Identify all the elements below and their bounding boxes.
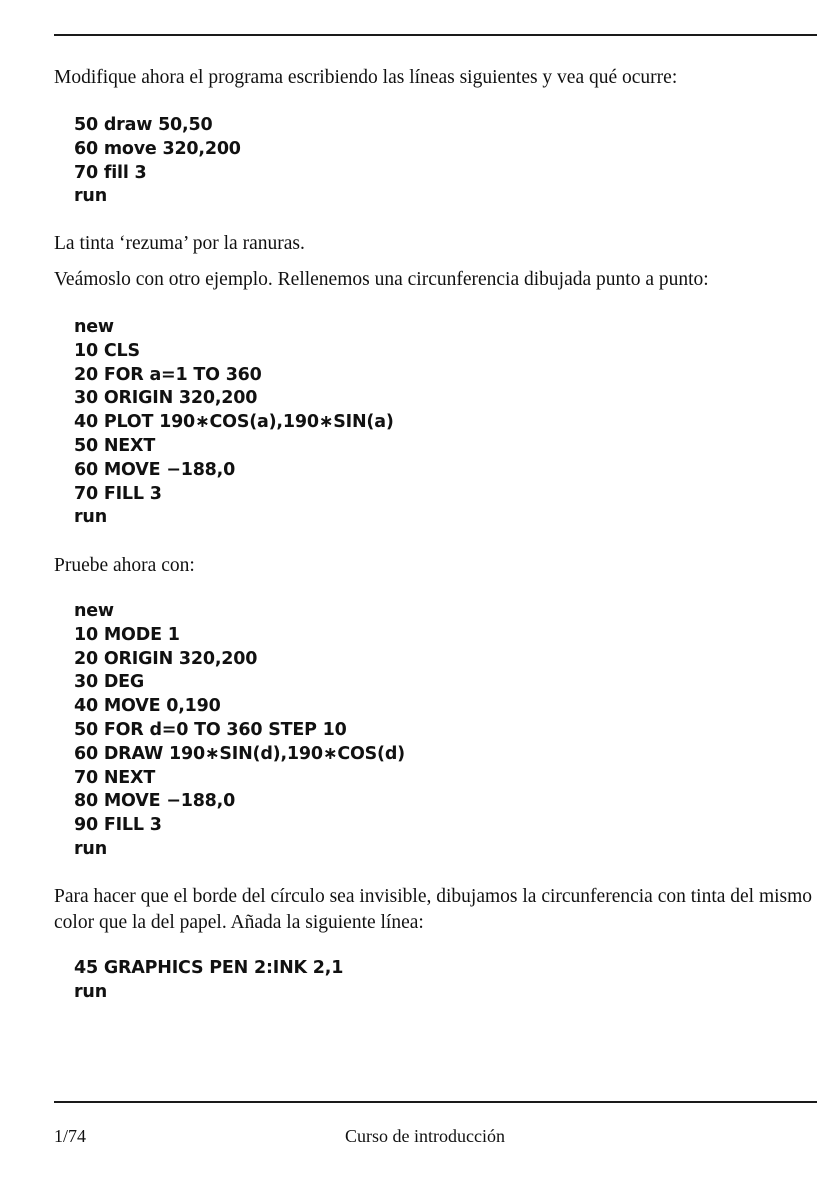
code-line: 10 MODE 1 xyxy=(74,624,180,645)
paragraph-modify-program: Modifique ahora el programa escribiendo las líneas siguientes y vea qué ocurre: xyxy=(54,67,678,88)
footer-title: Curso de introducción xyxy=(345,1126,505,1146)
code-line: 60 MOVE −188,0 xyxy=(74,459,236,480)
code-block-plot-circle xyxy=(74,316,394,530)
code-line: new xyxy=(74,601,114,621)
code-line: 20 FOR a=1 TO 360 xyxy=(74,364,262,385)
code-line: 40 PLOT 190∗COS(a),190∗SIN(a) xyxy=(74,412,394,433)
code-line: run xyxy=(74,186,107,207)
code-block-graphics-pen xyxy=(74,957,343,1005)
code-line: 50 FOR d=0 TO 360 STEP 10 xyxy=(74,719,347,740)
code-line: new xyxy=(74,317,114,337)
code-line: 30 DEG xyxy=(74,672,145,693)
code-line: run xyxy=(74,838,107,859)
code-line: 70 NEXT xyxy=(74,767,156,788)
code-line: 40 MOVE 0,190 xyxy=(74,696,221,717)
paragraph-invisible-border: Para hacer que el borde del círculo sea invisible, dibujamos la circunferencia con tinta del mismo color que la del papel. Añada la siguiente línea: xyxy=(54,886,813,933)
code-line: 90 FILL 3 xyxy=(74,815,162,836)
code-line: 50 NEXT xyxy=(74,435,156,456)
code-block-draw-fill xyxy=(74,114,241,209)
paragraph-ink-leaks: La tinta ‘rezuma’ por la ranuras. xyxy=(54,233,305,254)
code-line: 20 ORIGIN 320,200 xyxy=(74,648,258,669)
code-line: 30 ORIGIN 320,200 xyxy=(74,388,258,409)
top-rule xyxy=(54,34,817,36)
paragraph-another-example: Veámoslo con otro ejemplo. Rellenemos una circunferencia dibujada punto a punto: xyxy=(54,269,709,290)
code-line: 45 GRAPHICS PEN 2:INK 2,1 xyxy=(74,958,344,978)
page-number: 1/74 xyxy=(54,1126,87,1146)
paragraph-try-now: Pruebe ahora con: xyxy=(54,555,195,576)
code-line: 50 draw 50,50 xyxy=(74,115,213,135)
bottom-rule xyxy=(54,1101,817,1103)
code-line: run xyxy=(74,981,107,1002)
code-line: 60 DRAW 190∗SIN(d),190∗COS(d) xyxy=(74,743,405,764)
code-line: 10 CLS xyxy=(74,340,140,361)
code-line: 60 move 320,200 xyxy=(74,138,241,159)
code-line: 80 MOVE −188,0 xyxy=(74,791,236,812)
code-line: run xyxy=(74,507,107,528)
code-line: 70 FILL 3 xyxy=(74,483,162,504)
code-line: 70 fill 3 xyxy=(74,162,147,183)
code-block-draw-circle xyxy=(74,600,405,862)
